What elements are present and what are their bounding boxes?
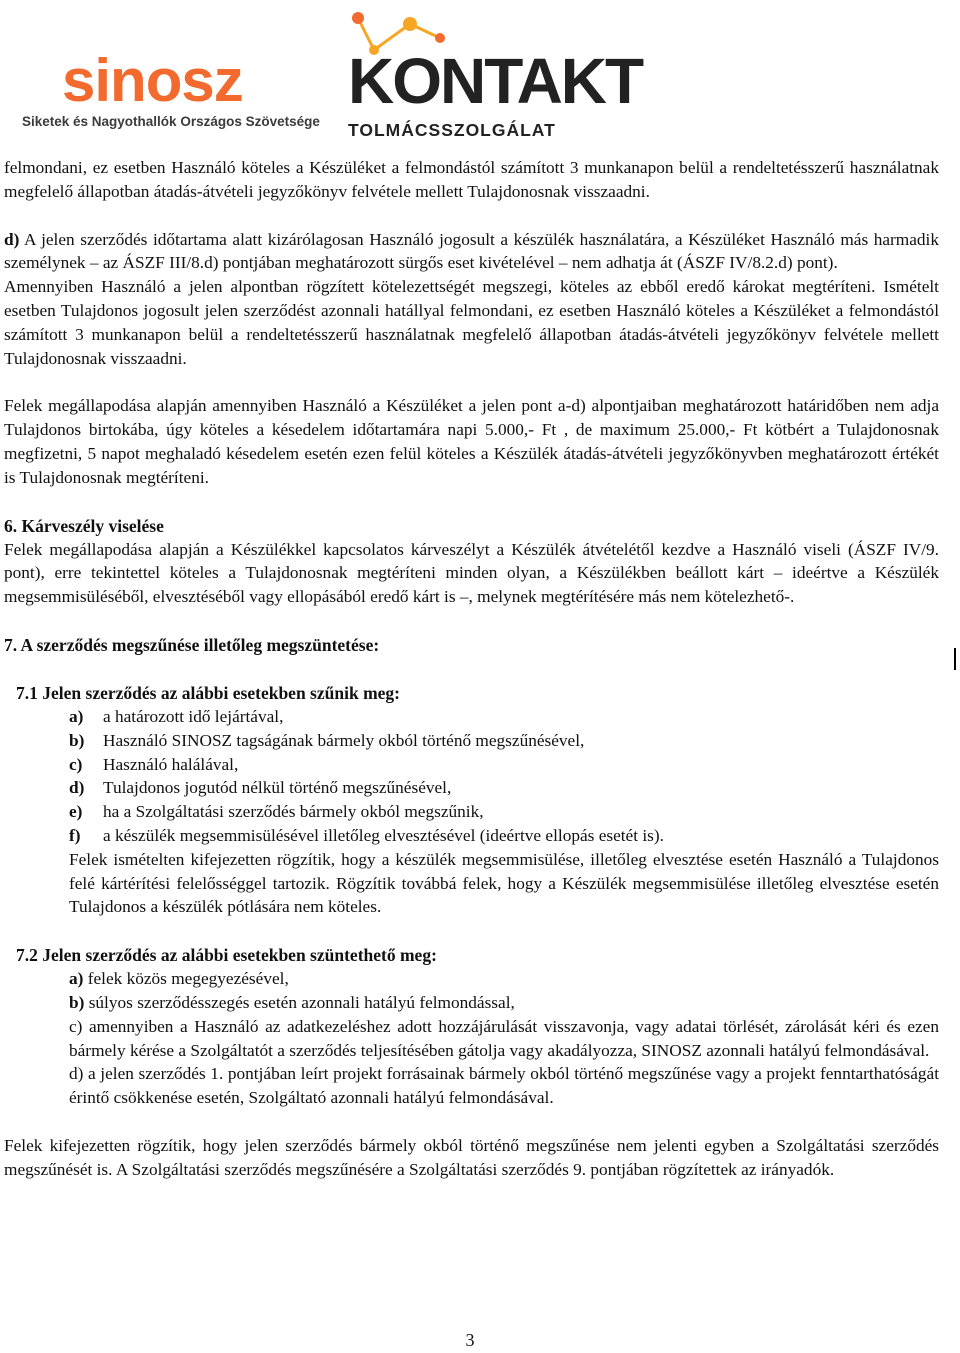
document-body (4, 156, 939, 1182)
section-7-2-title: 7.2 Jelen szerződés az alábbi esetekben szüntethető meg: (16, 945, 437, 966)
page-header (0, 0, 960, 150)
revision-bar (954, 648, 956, 670)
list-item: c) Használó halálával, (69, 754, 239, 774)
section-7-1-note: Felek ismételten kifejezetten rögzítik, hogy a készülék megsemmisülése, illetőleg elvesztése esetén Használó a Tulajdonos felé kártérítési felelősséggel tartozik. Rögzítik továbbá felek, hogy a Készülék megsemmisülése illetőleg elvesztése esetén Tulajdonos a készülék pótlására nem köteles. (69, 849, 939, 917)
section-6-title: 6. Kárveszély viselése (4, 515, 164, 536)
paragraph-penalty: Felek megállapodása alapján amennyiben Használó a Készüléket a jelen pont a-d) alpontjaiban meghatározott határidőben nem adja Tulajdonos birtokába, úgy köteles a késedelem időtartamára napi 5.000,- Ft , de maximum 25.000,- Ft kötbért a Tulajdonosnak megfizetni, 5 napot meghaladó késedelem esetén ezen felül köteles a Készülék átadás-átvételi jegyzőkönyvben meghatározott értékét is Tulajdonosnak megtéríteni. (4, 396, 939, 487)
list-item: c) amennyiben a Használó az adatkezeléshez adott hozzájárulását visszavonja, vagy adatai törlését, zárolását kéri és ezen bármely kérése a Szolgáltatót a szerződés teljesítésében gátolja vagy akadályozza, SINOSZ azonnali hatályú felmondásával. (69, 1016, 939, 1060)
paragraph-d-text: A jelen szerződés időtartama alatt kizárólagosan Használó jogosult a készülék használatára, a Készüléket Használó más harmadik személynek – az ÁSZF III/8.d) pontjában meghatározott sürgős eset kivételével – nem adhatja át (ÁSZF IV/8.2.d) pont). (4, 229, 939, 273)
list-item: d) Tulajdonos jogutód nélkül történő megszűnésével, (69, 778, 452, 798)
page-number: 3 (465, 1330, 475, 1350)
list-item: b) súlyos szerződésszegés esetén azonnali hatályú felmondással, (69, 992, 515, 1012)
kontakt-logo-tagline: TOLMÁCSSZOLGÁLAT (348, 120, 556, 140)
sinosz-logo-tagline: Siketek és Nagyothallók Országos Szövetsége (22, 114, 320, 129)
section-7-title: 7. A szerződés megszűnése illetőleg megszüntetése: (4, 634, 380, 655)
section-7-1-list (4, 705, 939, 919)
list-item: a) felek közös megegyezésével, (69, 969, 289, 989)
section-6-text: Felek megállapodása alapján a Készülékkel kapcsolatos kárveszélyt a Készülék átvételétől kezdve a Használó viseli (ÁSZF IV/9. pont), erre tekintettel köteles a Tulajdonosnak megtéríteni minden olyan, a Készülékben beállott kárt – ideértve a Készülék megsemmisüléséből, elvesztéséből vagy ellopásából eredő kárt is –, melynek megtérítésére más nem kötelezhető-. (4, 539, 939, 607)
section-7-1-title: 7.1 Jelen szerződés az alábbi esetekben szűnik meg: (16, 682, 400, 703)
paragraph-final: Felek kifejezetten rögzítik, hogy jelen szerződés bármely okból történő megszűnése nem jelenti egyben a Szolgáltatási szerződés megszűnését is. A Szolgáltatási szerződés megszűnésére a Szolgáltatási szerződés 9. pontjában rögzítettek az irányadók. (4, 1135, 939, 1179)
section-7-2-list (4, 967, 939, 1110)
sinosz-logo (20, 47, 320, 140)
list-item: f) a készülék megsemmisülésével illetőleg elvesztésével (ideértve ellopás esetét is). (69, 825, 664, 845)
paragraph-d (4, 228, 939, 276)
list-item: d) a jelen szerződés 1. pontjában leírt projekt forrásainak bármely okból történő megszűnése vagy a projekt fenntarthatóságát érintő csökkenése esetén, Szolgáltató azonnali hatályú felmondásával. (69, 1064, 939, 1108)
paragraph-breach: Amennyiben Használó a jelen alpontban rögzített kötelezettségét megszegi, köteles az ebből eredő károkat megtéríteni. Ismételt esetben Tulajdonos jogosult jelen szerződést azonnali hatállyal felmondani, ez esetben Használó köteles a Készüléket a felmondástól számított 3 munkanapon belül a rendeltetésszerű használatnak megfelelő állapotban átadás-átvételi jegyzőkönyv felvétele mellett Tulajdonosnak visszaadni. (4, 277, 939, 368)
list-item: b) Használó SINOSZ tagságának bármely okból történő megszűnésével, (69, 730, 585, 750)
paragraph-continued: felmondani, ez esetben Használó köteles a Készüléket a felmondástól számított 3 munkanapon belül a rendeltetésszerű használatnak megfelelő állapotban átadás-átvételi jegyzőkönyv felvétele mellett Tulajdonosnak visszaadni. (4, 158, 939, 201)
kontakt-logo (340, 10, 643, 142)
list-item: a) a határozott idő lejártával, (69, 706, 284, 726)
sinosz-logo-wordmark: sinosz (62, 47, 243, 114)
kontakt-logo-wordmark: KONTAKT (348, 45, 643, 117)
paragraph-d-label: d) (4, 229, 20, 249)
list-item: e) ha a Szolgáltatási szerződés bármely okból megszűnik, (69, 802, 484, 822)
